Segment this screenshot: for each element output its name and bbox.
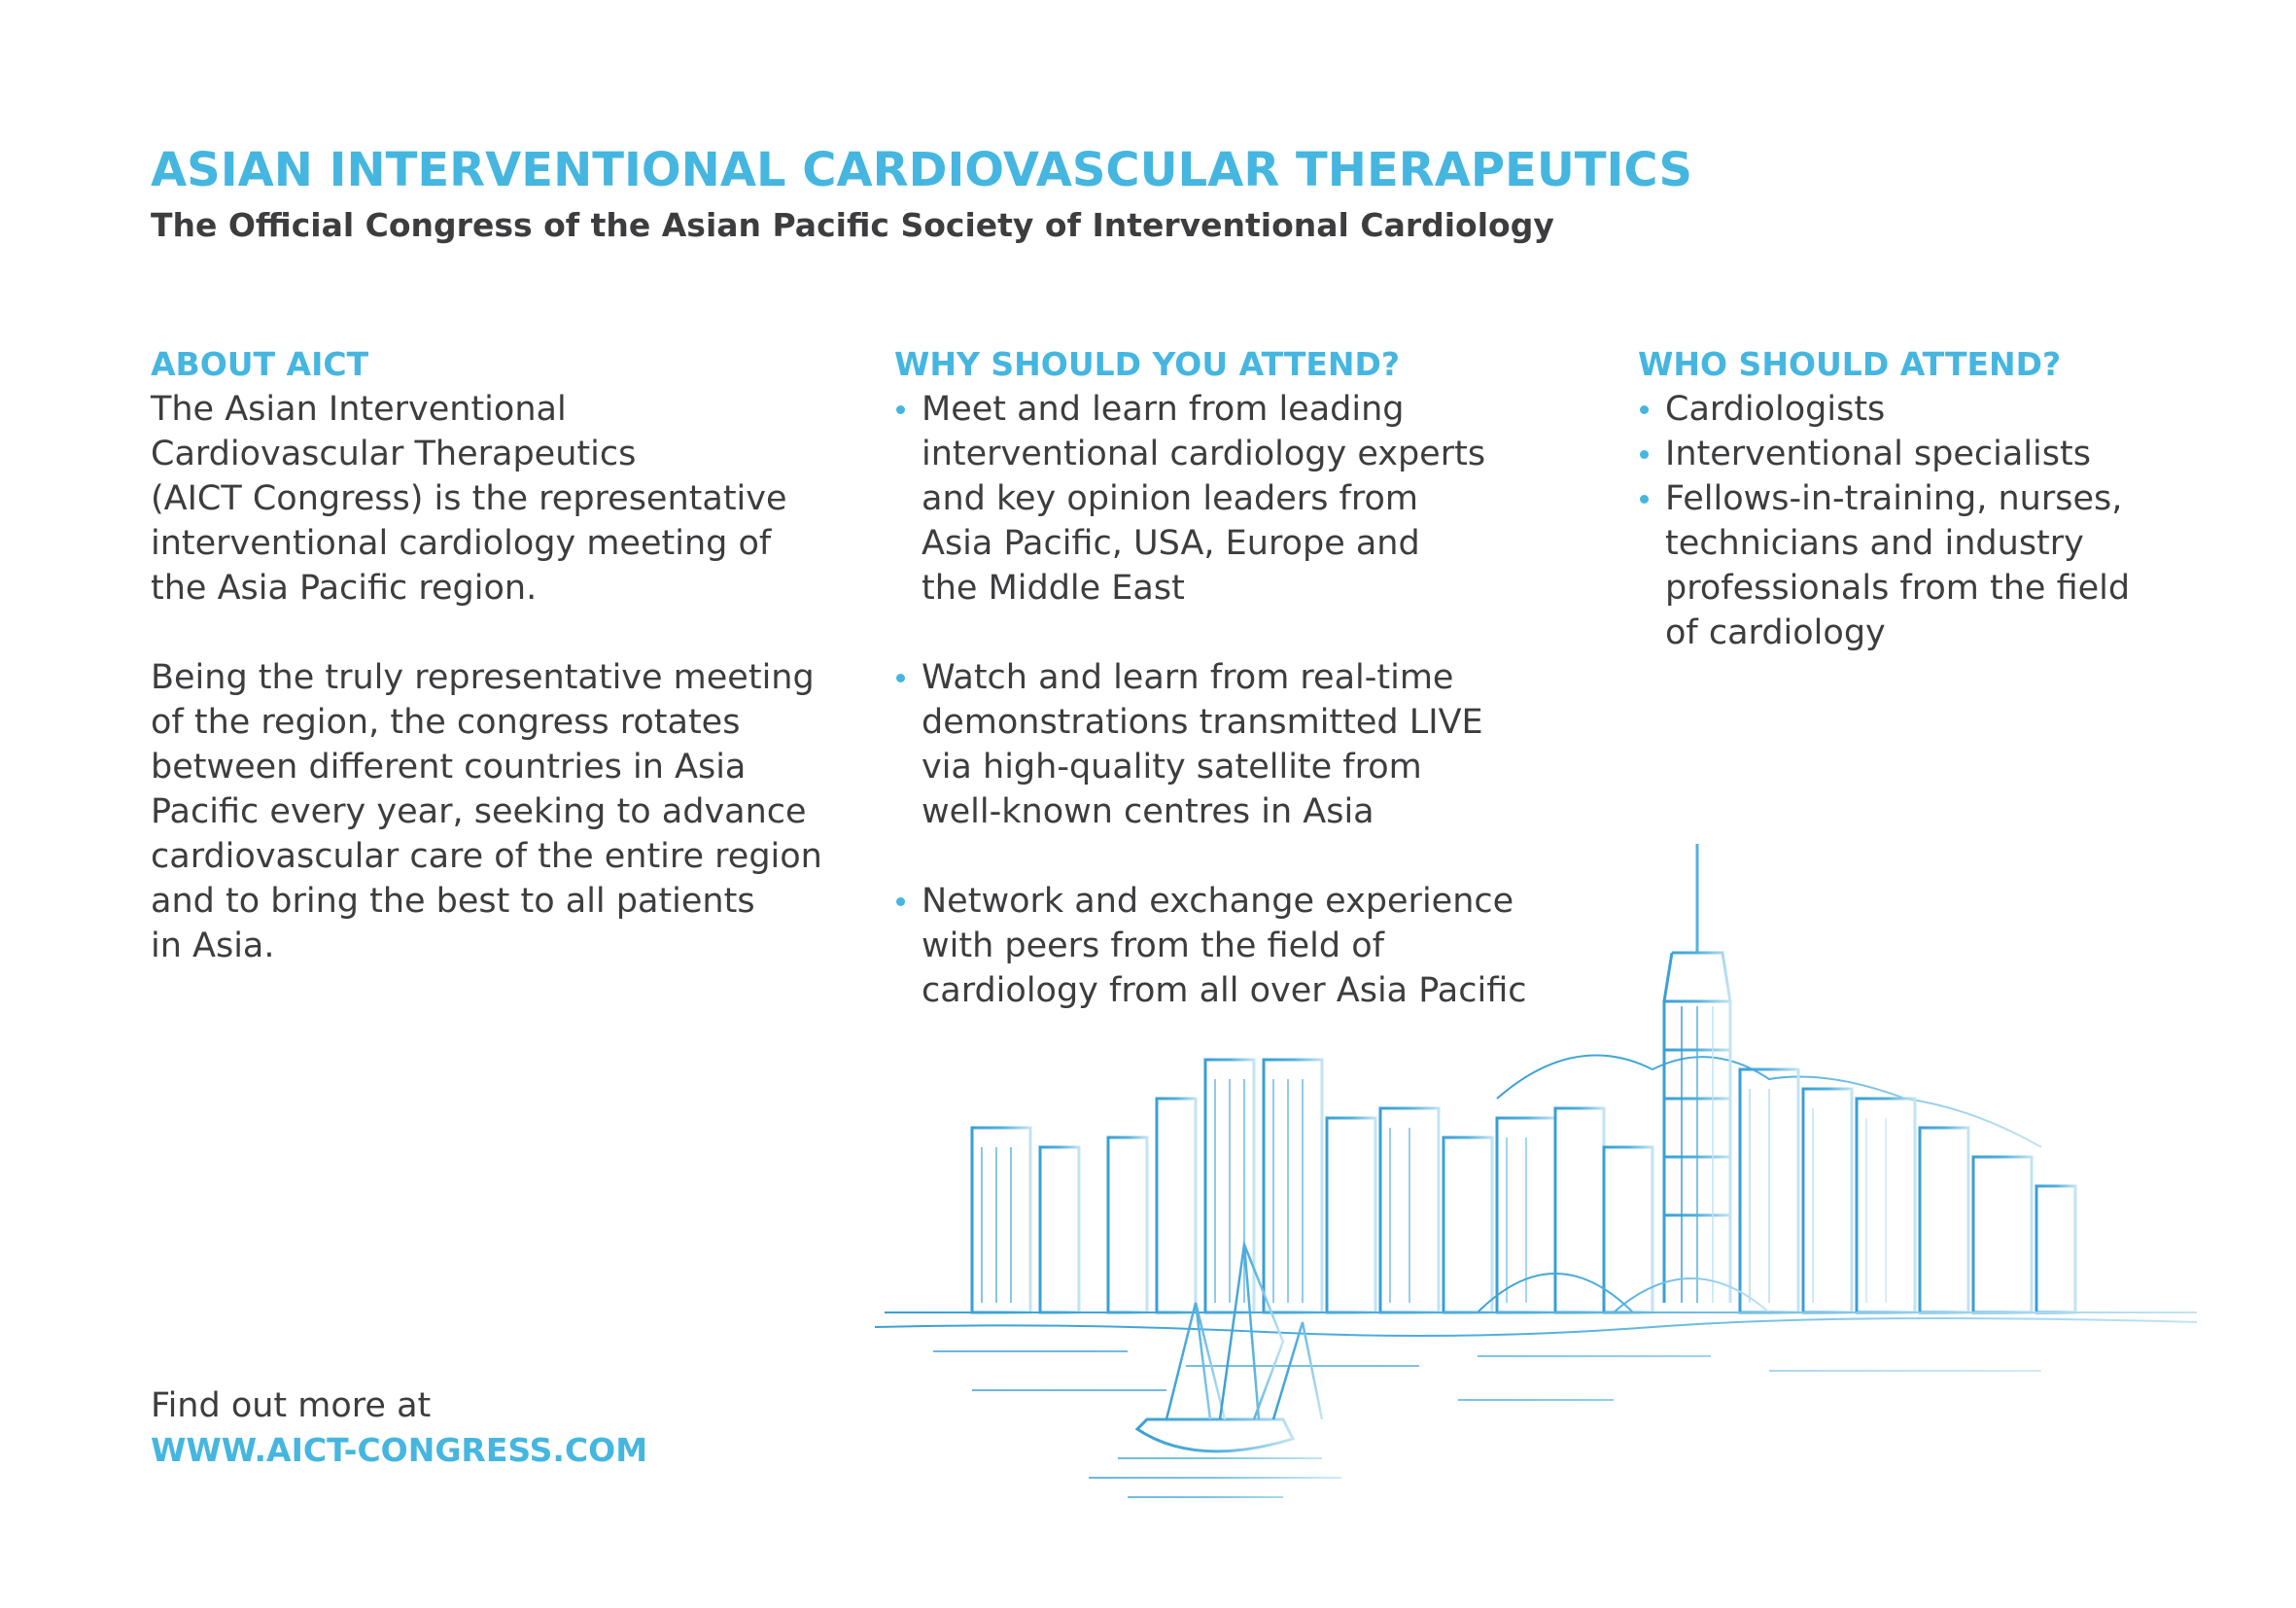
list-item-text: Network and exchange experience with peers from the field of cardiology from all over Asia Pacific [922,882,1527,1010]
list-item [1638,387,2182,432]
list-item [894,387,1575,611]
footer-text: Find out more at [151,1386,432,1425]
website-link[interactable]: WWW.AICT-CONGRESS.COM [151,1431,648,1469]
bullet-icon [896,674,905,682]
list-item [1638,476,2182,655]
about-section [151,342,851,968]
about-heading: ABOUT AICT [151,345,369,383]
list-item-text: Watch and learn from real-time demonstrations transmitted LIVE via high-quality satellite from well-known centres in Asia [922,658,1483,831]
page-title: ASIAN INTERVENTIONAL CARDIOVASCULAR THERAPEUTICS [151,143,1693,197]
who-attend-list [1638,387,2182,655]
who-attend-heading: WHO SHOULD ATTEND? [1638,345,2062,383]
about-paragraph: The Asian Interventional Cardiovascular Therapeutics (AICT Congress) is the representative interventional cardiology meeting of the Asia Pacific region. [151,390,787,608]
list-item [894,655,1575,834]
list-item [1638,432,2182,476]
list-item-text: Interventional specialists [1665,435,2091,473]
why-attend-heading: WHY SHOULD YOU ATTEND? [894,345,1401,383]
about-paragraph: Being the truly representative meeting of the region, the congress rotates between different countries in Asia Pacific every year, seeking to advance cardiovascular care of the entire region and to bring the best to all patients in Asia. [151,658,822,965]
list-item-text: Cardiologists [1665,390,1886,429]
bullet-icon [1640,450,1649,459]
bullet-icon [1640,495,1649,504]
list-item-text: Meet and learn from leading interventional cardiology experts and key opinion leaders from Asia Pacific, USA, Europe and the Middle East [922,390,1486,608]
skyline-illustration [875,836,2216,1556]
page-header [151,140,2192,247]
list-item-text: Fellows-in-training, nurses, technicians and industry professionals from the field of cardiology [1665,479,2131,652]
page-subtitle: The Official Congress of the Asian Pacific Society of Interventional Cardiology [151,206,1554,244]
bullet-icon [896,405,905,414]
who-attend-section [1638,342,2182,655]
bullet-icon [1640,405,1649,414]
footer [151,1383,647,1473]
